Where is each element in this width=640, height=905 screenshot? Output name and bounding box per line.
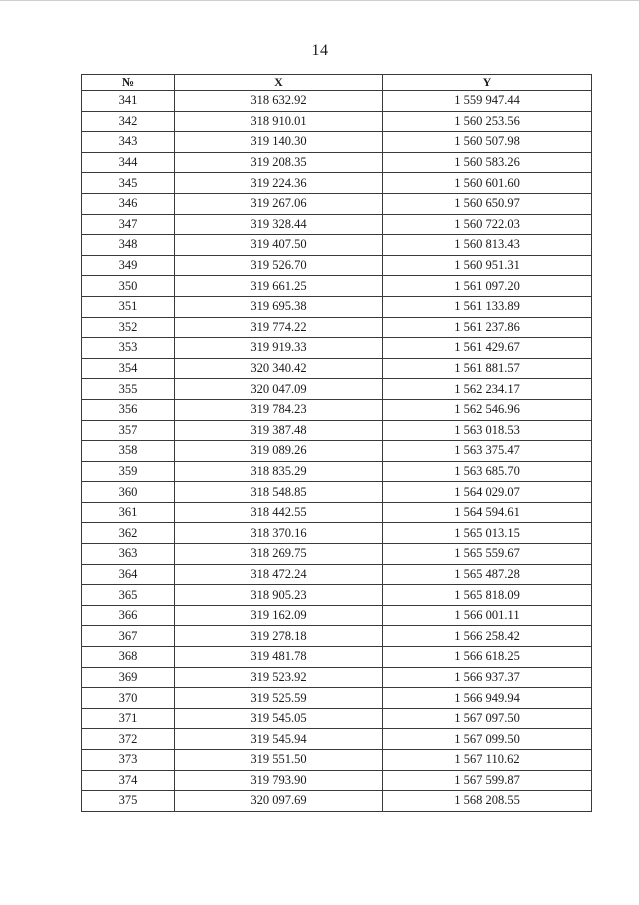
cell-x: 318 548.85: [175, 482, 383, 503]
cell-number: 372: [82, 729, 175, 750]
table-row: [82, 708, 592, 729]
cell-y: 1 561 881.57: [383, 358, 592, 379]
table-row: [82, 647, 592, 668]
cell-x: 318 910.01: [175, 111, 383, 132]
cell-y: 1 566 937.37: [383, 667, 592, 688]
cell-x: 319 784.23: [175, 399, 383, 420]
cell-x: 320 340.42: [175, 358, 383, 379]
cell-y: 1 565 818.09: [383, 585, 592, 606]
cell-number: 358: [82, 441, 175, 462]
table-row: [82, 482, 592, 503]
cell-y: 1 562 546.96: [383, 399, 592, 420]
cell-x: 318 835.29: [175, 461, 383, 482]
cell-number: 353: [82, 338, 175, 359]
cell-y: 1 560 650.97: [383, 193, 592, 214]
table-row: [82, 667, 592, 688]
cell-number: 345: [82, 173, 175, 194]
cell-number: 370: [82, 688, 175, 709]
cell-x: 319 140.30: [175, 132, 383, 153]
cell-x: 319 526.70: [175, 255, 383, 276]
cell-y: 1 561 237.86: [383, 317, 592, 338]
cell-x: 318 269.75: [175, 544, 383, 565]
cell-x: 319 793.90: [175, 770, 383, 791]
cell-x: 319 919.33: [175, 338, 383, 359]
cell-y: 1 561 133.89: [383, 296, 592, 317]
table-row: [82, 791, 592, 812]
table-header-row: [82, 75, 592, 91]
cell-y: 1 560 813.43: [383, 235, 592, 256]
table-row: [82, 605, 592, 626]
table-row: [82, 544, 592, 565]
cell-number: 354: [82, 358, 175, 379]
cell-number: 363: [82, 544, 175, 565]
cell-number: 362: [82, 523, 175, 544]
cell-number: 360: [82, 482, 175, 503]
table-row: [82, 255, 592, 276]
cell-x: 319 278.18: [175, 626, 383, 647]
cell-number: 371: [82, 708, 175, 729]
cell-number: 361: [82, 502, 175, 523]
cell-x: 318 370.16: [175, 523, 383, 544]
cell-x: 319 162.09: [175, 605, 383, 626]
cell-y: 1 560 583.26: [383, 152, 592, 173]
scan-edge-top: [0, 0, 640, 1]
table-row: [82, 461, 592, 482]
cell-y: 1 565 487.28: [383, 564, 592, 585]
cell-number: 366: [82, 605, 175, 626]
cell-x: 319 545.94: [175, 729, 383, 750]
cell-x: 319 407.50: [175, 235, 383, 256]
cell-number: 346: [82, 193, 175, 214]
cell-x: 319 089.26: [175, 441, 383, 462]
table-row: [82, 214, 592, 235]
cell-number: 368: [82, 647, 175, 668]
header-y: Y: [383, 75, 592, 91]
table-row: [82, 585, 592, 606]
table-body: [82, 91, 592, 812]
cell-y: 1 562 234.17: [383, 379, 592, 400]
cell-number: 364: [82, 564, 175, 585]
cell-y: 1 567 097.50: [383, 708, 592, 729]
cell-x: 319 661.25: [175, 276, 383, 297]
cell-y: 1 566 001.11: [383, 605, 592, 626]
table-row: [82, 91, 592, 112]
cell-number: 352: [82, 317, 175, 338]
cell-y: 1 567 599.87: [383, 770, 592, 791]
cell-number: 359: [82, 461, 175, 482]
cell-y: 1 568 208.55: [383, 791, 592, 812]
cell-x: 318 442.55: [175, 502, 383, 523]
cell-x: 319 208.35: [175, 152, 383, 173]
cell-y: 1 567 099.50: [383, 729, 592, 750]
cell-number: 367: [82, 626, 175, 647]
table-row: [82, 729, 592, 750]
cell-number: 369: [82, 667, 175, 688]
cell-y: 1 564 029.07: [383, 482, 592, 503]
table-row: [82, 317, 592, 338]
cell-x: 319 551.50: [175, 750, 383, 771]
table-row: [82, 626, 592, 647]
cell-y: 1 560 253.56: [383, 111, 592, 132]
table-row: [82, 770, 592, 791]
cell-x: 319 695.38: [175, 296, 383, 317]
cell-y: 1 559 947.44: [383, 91, 592, 112]
cell-x: 319 523.92: [175, 667, 383, 688]
table-row: [82, 379, 592, 400]
cell-y: 1 563 018.53: [383, 420, 592, 441]
cell-number: 355: [82, 379, 175, 400]
table-row: [82, 296, 592, 317]
header-number: №: [82, 75, 175, 91]
cell-x: 319 481.78: [175, 647, 383, 668]
cell-y: 1 560 507.98: [383, 132, 592, 153]
cell-number: 365: [82, 585, 175, 606]
table-row: [82, 420, 592, 441]
cell-number: 347: [82, 214, 175, 235]
cell-y: 1 566 258.42: [383, 626, 592, 647]
cell-x: 320 047.09: [175, 379, 383, 400]
cell-y: 1 561 429.67: [383, 338, 592, 359]
table-row: [82, 399, 592, 420]
cell-number: 348: [82, 235, 175, 256]
cell-x: 319 525.59: [175, 688, 383, 709]
table-row: [82, 688, 592, 709]
cell-number: 351: [82, 296, 175, 317]
table-row: [82, 276, 592, 297]
table-row: [82, 441, 592, 462]
cell-number: 349: [82, 255, 175, 276]
table-row: [82, 502, 592, 523]
cell-number: 375: [82, 791, 175, 812]
cell-number: 357: [82, 420, 175, 441]
header-x: X: [175, 75, 383, 91]
cell-number: 356: [82, 399, 175, 420]
cell-x: 319 387.48: [175, 420, 383, 441]
cell-y: 1 563 685.70: [383, 461, 592, 482]
table-row: [82, 523, 592, 544]
cell-y: 1 561 097.20: [383, 276, 592, 297]
table-row: [82, 338, 592, 359]
cell-x: 320 097.69: [175, 791, 383, 812]
cell-y: 1 567 110.62: [383, 750, 592, 771]
cell-number: 344: [82, 152, 175, 173]
cell-x: 319 267.06: [175, 193, 383, 214]
cell-number: 374: [82, 770, 175, 791]
cell-x: 319 224.36: [175, 173, 383, 194]
coordinates-table: [81, 74, 592, 812]
cell-number: 342: [82, 111, 175, 132]
table-row: [82, 750, 592, 771]
table-row: [82, 173, 592, 194]
cell-y: 1 560 722.03: [383, 214, 592, 235]
page-number: 14: [311, 42, 329, 59]
cell-number: 341: [82, 91, 175, 112]
cell-y: 1 560 951.31: [383, 255, 592, 276]
cell-number: 373: [82, 750, 175, 771]
cell-y: 1 564 594.61: [383, 502, 592, 523]
cell-number: 350: [82, 276, 175, 297]
cell-x: 319 774.22: [175, 317, 383, 338]
cell-y: 1 565 013.15: [383, 523, 592, 544]
cell-x: 318 905.23: [175, 585, 383, 606]
cell-y: 1 566 949.94: [383, 688, 592, 709]
cell-y: 1 566 618.25: [383, 647, 592, 668]
cell-number: 343: [82, 132, 175, 153]
cell-x: 318 472.24: [175, 564, 383, 585]
table-row: [82, 132, 592, 153]
table-row: [82, 152, 592, 173]
cell-y: 1 560 601.60: [383, 173, 592, 194]
table-row: [82, 193, 592, 214]
table-row: [82, 564, 592, 585]
cell-x: 318 632.92: [175, 91, 383, 112]
table-row: [82, 235, 592, 256]
cell-y: 1 565 559.67: [383, 544, 592, 565]
table-row: [82, 358, 592, 379]
table-row: [82, 111, 592, 132]
cell-x: 319 328.44: [175, 214, 383, 235]
cell-y: 1 563 375.47: [383, 441, 592, 462]
cell-x: 319 545.05: [175, 708, 383, 729]
